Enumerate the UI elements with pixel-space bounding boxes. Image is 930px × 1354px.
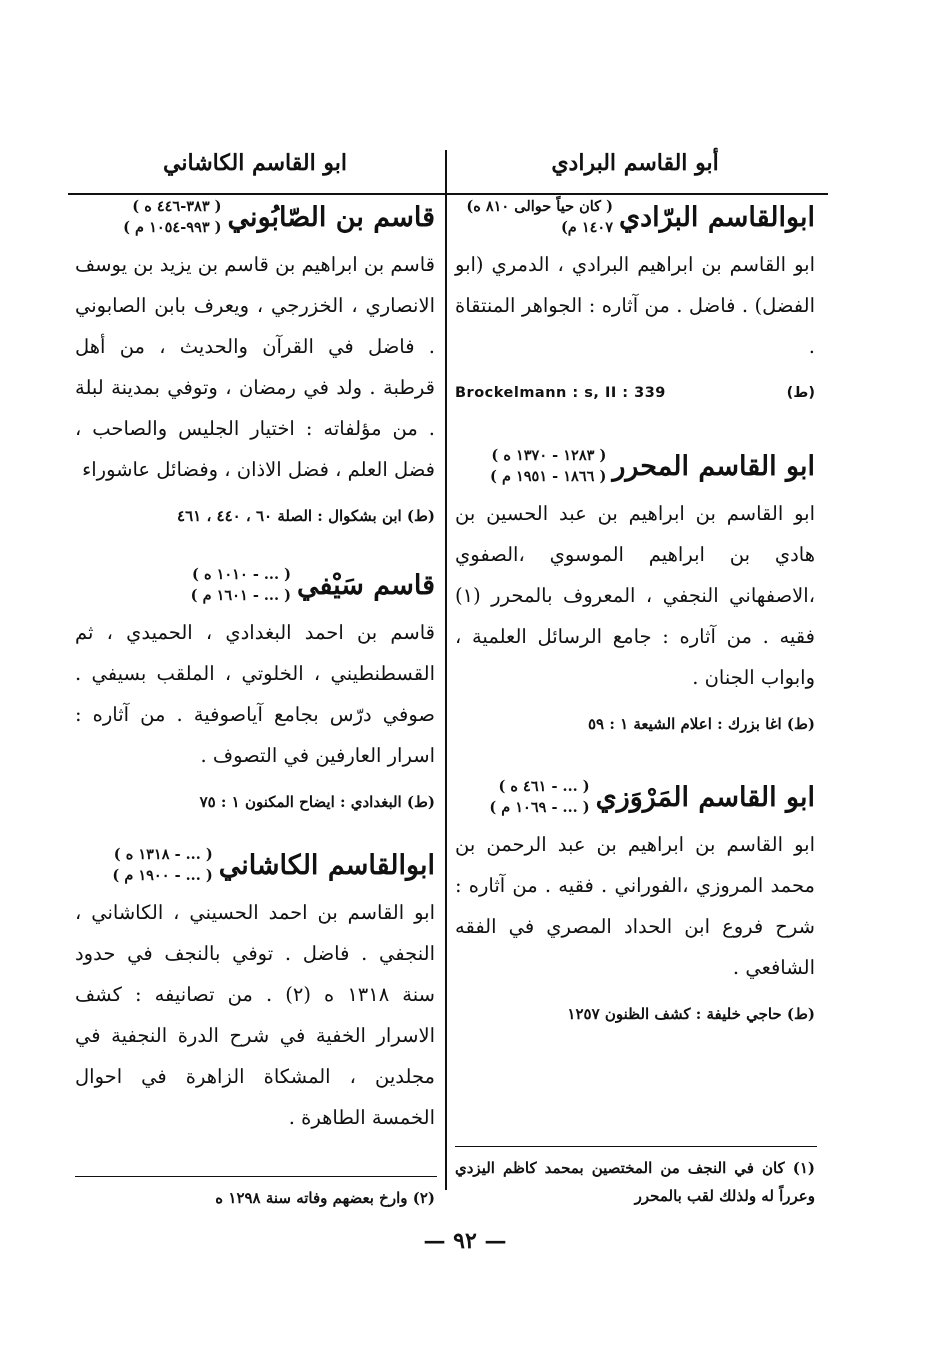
entry-name: ابو القاسم المَرْوَزي: [595, 781, 815, 813]
entry-source: (ط) حاجي خليفة : كشف الظنون ١٢٥٧: [567, 1005, 815, 1023]
entry-heading: [455, 196, 815, 238]
entry-dates: [466, 196, 613, 238]
entry-body: ابو القاسم بن ابراهيم بن عبد الحسين بن هادي بن ابراهيم الموسوي ،الصفوي ،الاصفهاني النجفي ، المعروف بالمحرر (١) فقيه . من آثاره : جامع الرسائل العلمية ، وابواب الجنان .: [455, 502, 815, 689]
hijri-date: ( ١٢٨٣ - ١٣٧٠ ه ): [491, 447, 607, 464]
entry-qasim-sayfi: [75, 564, 435, 814]
entry-abu-al-qasim-al-kashani: [75, 844, 435, 1138]
running-header-left: ابو القاسم الكاشاني: [163, 150, 347, 176]
entry-body: ابو القاسم بن ابراهيم البرادي ، الدمري (ابو الفضل) . فاضل . من آثاره : الجواهر المنتقاة .: [455, 253, 815, 358]
hijri-date: ( ... - ٤٦١ ه ): [498, 778, 590, 795]
entry-qasim-ibn-al-sabuni: [75, 196, 435, 528]
entry-name: ابوالقاسم البرّادي: [618, 201, 815, 233]
hijri-date: ( ... - ١٠١٠ ه ): [192, 566, 291, 583]
hijri-date: ( ... - ١٣١٨ ه ): [113, 846, 213, 863]
entry-source: (ط) البغدادي : ايضاح المكنون ١ : ٧٥: [199, 793, 435, 811]
gregorian-date: ( ... - ١٦٠١ م ): [190, 587, 291, 604]
footnote-left: (٢) وارخ بعضهم وفاته سنة ١٢٩٨ ه: [215, 1189, 435, 1207]
entry-source: [455, 385, 815, 401]
entry-abu-al-qasim-al-barradi: [455, 196, 815, 401]
footnote-right: (١) كان في النجف من المختصين بمحمد كاظم اليزدي وعرراً له ولذلك لقب بالمحرر: [455, 1159, 815, 1205]
entry-heading: [455, 445, 815, 487]
entry-dates: [489, 776, 589, 818]
entry-body: ابو القاسم بن احمد الحسيني ، الكاشاني ، النجفي . فاضل . توفي بالنجف في حدود سنة ١٣١٨ ه (٢) . من تصانيفه : كشف الاسرار الخفية في شرح الدرة النجفية في مجلدين ، المشكاة الزاهرة في احوال الخمسة الطاهرة .: [75, 901, 435, 1129]
entry-dates: [191, 564, 291, 606]
entry-body: قاسم بن ابراهيم بن قاسم بن يزيد بن يوسف الانصاري ، الخزرجي ، ويعرف بابن الصابوني . فاضل في القرآن والحديث ، من أهل قرطبة . ولد في رمضان ، وتوفي بمدينة لبلة . من مؤلفاته : اختيار الجليس والصاحب ، فضل العلم ، فضل الاذان ، وفضائل عاشوراء: [75, 253, 435, 481]
gregorian-date: ( ... - ١٩٠٠ م ): [112, 867, 213, 884]
entry-name: قاسم سَيْفي: [296, 569, 435, 601]
footnote-rule-left: [75, 1176, 437, 1177]
left-column: [75, 196, 435, 1160]
entry-name: ابوالقاسم الكاشاني: [218, 849, 435, 881]
entry-heading: [75, 196, 435, 238]
entry-dates: [490, 445, 606, 487]
running-header-right: أبو القاسم البرادي: [551, 150, 719, 176]
gregorian-date: ( ١٨٦٦ - ١٩٥١ م ): [490, 468, 607, 485]
entry-body: ابو القاسم بن ابراهيم بن عبد الرحمن بن محمد المروزي ،الفوراني . فقيه . من آثاره : شرح فروع ابن الحداد المصري في الفقه الشافعي .: [455, 833, 815, 979]
entry-source: (ط) اغا بزرك : اعلام الشيعة ١ : ٥٩: [587, 715, 815, 733]
entry-source: (ط) ابن بشكوال : الصلة ٦٠ ، ٤٤٠ ، ٤٦١: [177, 507, 435, 525]
gregorian-date: ( ٩٩٣-١٠٥٤ م ): [123, 219, 222, 236]
entry-heading: [455, 776, 815, 818]
entry-dates: [112, 844, 212, 886]
right-column: [455, 196, 815, 1048]
hijri-date: ( ٣٨٣-٤٤٦ ه ): [132, 198, 222, 215]
entry-heading: [75, 564, 435, 606]
entry-name: قاسم بن الصّابُوني: [227, 201, 435, 233]
entry-heading: [75, 844, 435, 886]
header-rule: [68, 193, 828, 195]
column-divider: [445, 150, 447, 1190]
entry-abu-al-qasim-al-muharrir: [455, 445, 815, 736]
gregorian-date: ١٤٠٧ م): [560, 219, 613, 236]
hijri-date: ( كان حياً حوالى ٨١٠ ه): [466, 198, 613, 215]
entry-body: قاسم بن احمد البغدادي ، الحميدي ، ثم القسطنطيني ، الخلوتي ، الملقب بسيفي . صوفي درّس بجامع آياصوفية . من آثاره : اسرار العارفين في التصوف .: [75, 621, 435, 767]
entry-name: ابو القاسم المحرر: [612, 450, 815, 482]
source-reference: Brockelmann : s, II : 339: [455, 385, 666, 401]
entry-dates: [123, 196, 221, 238]
footnote-rule-right: [455, 1146, 817, 1147]
page-number: — ٩٢ —: [423, 1228, 507, 1254]
gregorian-date: ( ... - ١٠٦٩ م ): [489, 799, 590, 816]
source-code: (ط): [786, 385, 815, 401]
entry-abu-al-qasim-al-marwazi: [455, 776, 815, 1026]
